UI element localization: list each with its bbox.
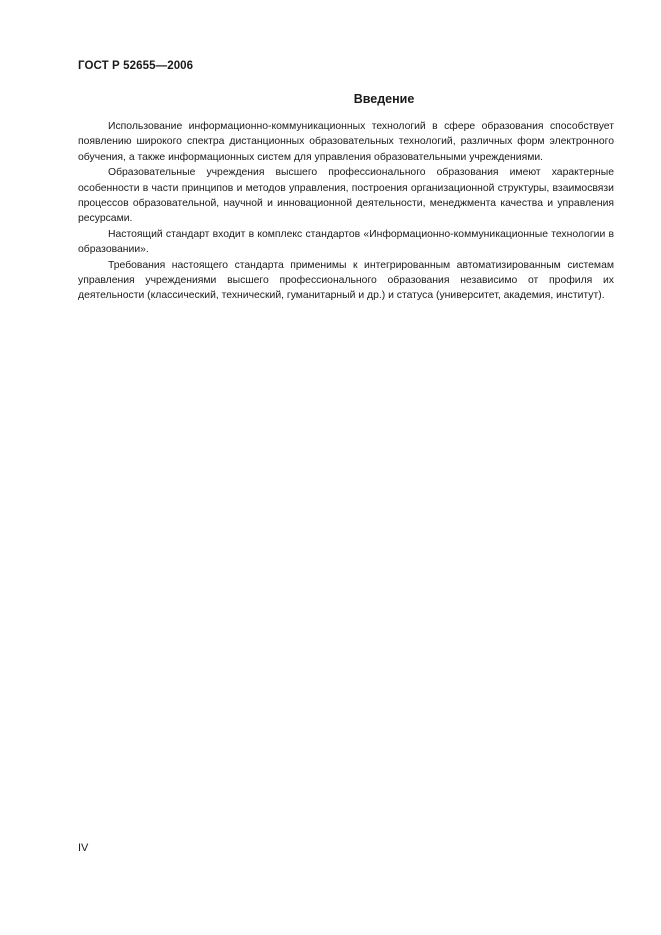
paragraph: Настоящий стандарт входит в комплекс стандартов «Информационно-коммуникационные технологии в образовании». [78,228,614,256]
document-code: ГОСТ Р 52655—2006 [78,60,194,72]
paragraph: Использование информационно-коммуникационных технологий в сфере образования способствует появлению широкого спектра дистанционных образовательных технологий, различных форм электронного обучения, а также информационных систем для управления образовательными учреждениями. [78,121,614,163]
section-body [78,119,614,304]
page-number: IV [78,842,89,854]
paragraph: Образовательные учреждения высшего профессионального образования имеют характерные особенности в части принципов и методов управления, построения организационной структуры, взаимосвязи процессов образовательной, научной и инновационной деятельности, менеджмента качества и управления ресурсами. [78,167,614,225]
section-title: Введение [353,92,415,106]
paragraph: Требования настоящего стандарта применимы к интегрированным автоматизированным системам управления учреждениями высшего профессионального образования независимо от профиля их деятельности (классический, технический, гуманитарный и др.) и статуса (университет, академия, институт). [78,259,614,302]
